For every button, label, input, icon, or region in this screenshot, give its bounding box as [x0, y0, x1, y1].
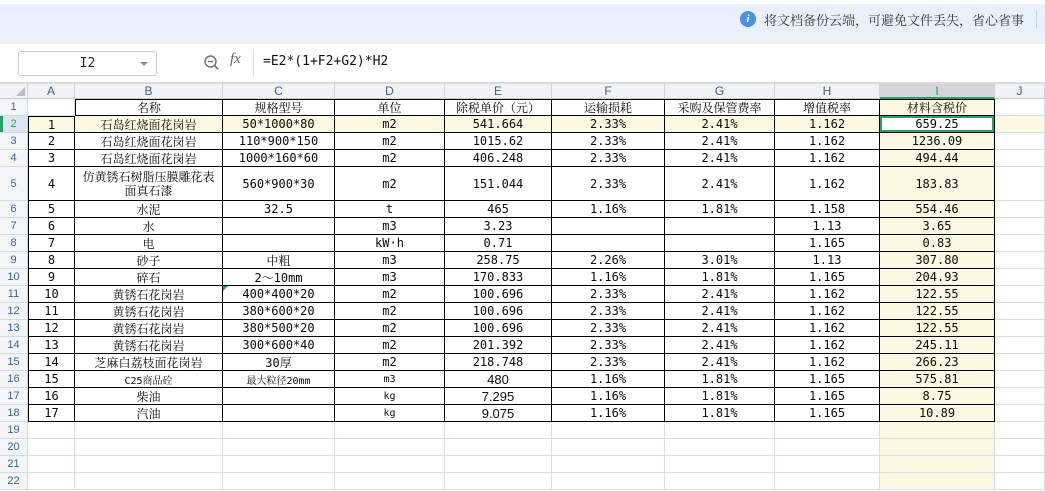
cell-I9[interactable]: 307.80	[880, 252, 995, 269]
sheet-row	[0, 218, 1045, 235]
cell-A17[interactable]: 16	[28, 388, 75, 405]
cell-A13[interactable]: 12	[28, 320, 75, 337]
cell-C20[interactable]	[223, 439, 335, 456]
cell-I17[interactable]: 8.75	[880, 388, 995, 405]
cell-F10[interactable]: 1.16%	[552, 269, 665, 286]
cell-D2[interactable]: m2	[335, 116, 445, 133]
sheet-row	[0, 99, 1045, 116]
cell-D18[interactable]: kg	[335, 405, 445, 422]
sheet-row	[0, 252, 1045, 269]
cell-B22[interactable]	[75, 473, 223, 490]
cell-E5[interactable]: 151.044	[445, 167, 552, 201]
cell-F17[interactable]: 1.16%	[552, 388, 665, 405]
cell-J12[interactable]	[995, 303, 1045, 320]
cell-D10[interactable]: m3	[335, 269, 445, 286]
cell-H22[interactable]	[775, 473, 880, 490]
cell-A4[interactable]: 3	[28, 150, 75, 167]
cell-J3[interactable]	[995, 133, 1045, 150]
cell-G18[interactable]: 1.81%	[665, 405, 775, 422]
cell-J16[interactable]	[995, 371, 1045, 388]
cell-C3[interactable]: 110*900*150	[223, 133, 335, 150]
sheet-row	[0, 388, 1045, 405]
cell-F22[interactable]	[552, 473, 665, 490]
cell-E19[interactable]	[445, 422, 552, 439]
cell-I16[interactable]: 575.81	[880, 371, 995, 388]
cell-H18[interactable]: 1.165	[775, 405, 880, 422]
row-header-7[interactable]: 7	[0, 218, 28, 235]
sheet-row	[0, 320, 1045, 337]
cell-C7[interactable]	[223, 218, 335, 235]
column-header-J[interactable]: J	[995, 84, 1045, 99]
cell-I4[interactable]: 494.44	[880, 150, 995, 167]
cell-H10[interactable]: 1.165	[775, 269, 880, 286]
row-header-16[interactable]: 16	[0, 371, 28, 388]
cell-J22[interactable]	[995, 473, 1045, 490]
cell-G13[interactable]: 2.41%	[665, 320, 775, 337]
cell-H6[interactable]: 1.158	[775, 201, 880, 218]
row-header-18[interactable]: 18	[0, 405, 28, 422]
cell-C11[interactable]: 400*400*20	[223, 286, 335, 303]
cell-F21[interactable]	[552, 456, 665, 473]
cell-G16[interactable]: 1.81%	[665, 371, 775, 388]
row-header-8[interactable]: 8	[0, 235, 28, 252]
cell-B8[interactable]: 电	[75, 235, 223, 252]
info-icon: i	[740, 11, 756, 27]
cell-C18[interactable]	[223, 405, 335, 422]
cell-E10[interactable]: 170.833	[445, 269, 552, 286]
cell-I7[interactable]: 3.65	[880, 218, 995, 235]
cell-J8[interactable]	[995, 235, 1045, 252]
cell-A19[interactable]	[28, 422, 75, 439]
column-header-I[interactable]: I	[880, 84, 995, 99]
cell-D5[interactable]: m2	[335, 167, 445, 201]
sheet-row	[0, 269, 1045, 286]
cell-F20[interactable]	[552, 439, 665, 456]
row-header-11[interactable]: 11	[0, 286, 28, 303]
formula-bar-divider	[253, 49, 254, 77]
cell-H19[interactable]	[775, 422, 880, 439]
sheet-row	[0, 286, 1045, 303]
cell-A3[interactable]: 2	[28, 133, 75, 150]
cell-I20[interactable]	[880, 439, 995, 456]
sheet-row	[0, 473, 1045, 490]
cell-I6[interactable]: 554.46	[880, 201, 995, 218]
cell-E7[interactable]: 3.23	[445, 218, 552, 235]
sheet-row	[0, 371, 1045, 388]
cell-D15[interactable]: m2	[335, 354, 445, 371]
cell-E21[interactable]	[445, 456, 552, 473]
column-header-row	[0, 84, 1045, 99]
cell-E6[interactable]: 465	[445, 201, 552, 218]
cell-I2[interactable]: 659.25	[880, 116, 995, 133]
cell-I21[interactable]	[880, 456, 995, 473]
formula-input[interactable]: =E2*(1+F2+G2)*H2	[263, 54, 389, 69]
cell-G22[interactable]	[665, 473, 775, 490]
cell-A5[interactable]: 4	[28, 167, 75, 201]
sheet-row	[0, 235, 1045, 252]
cell-C13[interactable]: 380*500*20	[223, 320, 335, 337]
cell-H13[interactable]: 1.162	[775, 320, 880, 337]
cell-C15[interactable]: 30厚	[223, 354, 335, 371]
sheet-row	[0, 150, 1045, 167]
cell-C8[interactable]	[223, 235, 335, 252]
sheet-row	[0, 405, 1045, 422]
notification-divider	[1036, 10, 1037, 28]
cell-C19[interactable]	[223, 422, 335, 439]
cell-B9[interactable]: 砂子	[75, 252, 223, 269]
cell-E12[interactable]: 100.696	[445, 303, 552, 320]
cell-J1[interactable]	[995, 99, 1045, 116]
cell-B19[interactable]	[75, 422, 223, 439]
cell-E2[interactable]: 541.664	[445, 116, 552, 133]
row-header-14[interactable]: 14	[0, 337, 28, 354]
cell-B13[interactable]: 黄锈石花岗岩	[75, 320, 223, 337]
cell-A10[interactable]: 9	[28, 269, 75, 286]
cell-G14[interactable]: 2.41%	[665, 337, 775, 354]
cell-A16[interactable]: 15	[28, 371, 75, 388]
cell-F5[interactable]: 2.33%	[552, 167, 665, 201]
cell-E22[interactable]	[445, 473, 552, 490]
cell-H3[interactable]: 1.162	[775, 133, 880, 150]
cell-I8[interactable]: 0.83	[880, 235, 995, 252]
cell-B3[interactable]: 石岛红烧面花岗岩	[75, 133, 223, 150]
cell-J15[interactable]	[995, 354, 1045, 371]
cell-H1[interactable]: 增值税率	[775, 99, 880, 116]
cell-J17[interactable]	[995, 388, 1045, 405]
sheet-row	[0, 133, 1045, 150]
notification-text: 将文档备份云端，可避免文件丢失，省心省事	[763, 12, 1024, 28]
row-header-4[interactable]: 4	[0, 150, 28, 167]
cell-H17[interactable]: 1.165	[775, 388, 880, 405]
cell-B17[interactable]: 柴油	[75, 388, 223, 405]
cell-A14[interactable]: 13	[28, 337, 75, 354]
row-header-22[interactable]: 22	[0, 473, 28, 490]
cell-H7[interactable]: 1.13	[775, 218, 880, 235]
cell-J19[interactable]	[995, 422, 1045, 439]
cell-D16[interactable]: m3	[335, 371, 445, 388]
cell-H9[interactable]: 1.13	[775, 252, 880, 269]
cell-E4[interactable]: 406.248	[445, 150, 552, 167]
cell-E1[interactable]: 除税单价（元）	[445, 99, 552, 116]
cell-F13[interactable]: 2.33%	[552, 320, 665, 337]
cell-B15[interactable]: 芝麻白荔枝面花岗岩	[75, 354, 223, 371]
cell-A6[interactable]: 5	[28, 201, 75, 218]
cell-H15[interactable]: 1.162	[775, 354, 880, 371]
notification-bar	[0, 4, 1045, 34]
cell-E13[interactable]: 100.696	[445, 320, 552, 337]
column-header-H[interactable]: H	[775, 84, 880, 99]
cell-G4[interactable]: 2.41%	[665, 150, 775, 167]
column-header-G[interactable]: G	[665, 84, 775, 99]
cell-E11[interactable]: 100.696	[445, 286, 552, 303]
cell-D19[interactable]	[335, 422, 445, 439]
row-header-3[interactable]: 3	[0, 133, 28, 150]
cell-B11[interactable]: 黄锈石花岗岩	[75, 286, 223, 303]
cell-J2[interactable]	[995, 116, 1045, 133]
cell-I19[interactable]	[880, 422, 995, 439]
cell-I14[interactable]: 245.11	[880, 337, 995, 354]
cell-I3[interactable]: 1236.09	[880, 133, 995, 150]
cell-F15[interactable]: 2.33%	[552, 354, 665, 371]
cell-J14[interactable]	[995, 337, 1045, 354]
cell-J18[interactable]	[995, 405, 1045, 422]
cell-I11[interactable]: 122.55	[880, 286, 995, 303]
cell-D20[interactable]	[335, 439, 445, 456]
cell-F14[interactable]: 2.33%	[552, 337, 665, 354]
cell-I13[interactable]: 122.55	[880, 320, 995, 337]
sheet-row	[0, 456, 1045, 473]
cell-G19[interactable]	[665, 422, 775, 439]
cell-F6[interactable]: 1.16%	[552, 201, 665, 218]
cell-B16[interactable]: C25商品砼	[75, 371, 223, 388]
chevron-down-icon[interactable]	[140, 62, 148, 66]
cell-J6[interactable]	[995, 201, 1045, 218]
cell-D11[interactable]: m2	[335, 286, 445, 303]
cell-F7[interactable]	[552, 218, 665, 235]
row-header-1[interactable]: 1	[0, 99, 28, 116]
column-header-C[interactable]: C	[223, 84, 335, 99]
cell-F1[interactable]: 运输损耗	[552, 99, 665, 116]
cell-A9[interactable]: 8	[28, 252, 75, 269]
cell-E9[interactable]: 258.75	[445, 252, 552, 269]
cell-D3[interactable]: m2	[335, 133, 445, 150]
cell-G1[interactable]: 采购及保管费率	[665, 99, 775, 116]
cell-H16[interactable]: 1.165	[775, 371, 880, 388]
cell-D4[interactable]: m2	[335, 150, 445, 167]
row-header-5[interactable]: 5	[0, 167, 28, 201]
cell-C22[interactable]	[223, 473, 335, 490]
cell-C6[interactable]: 32.5	[223, 201, 335, 218]
cell-F19[interactable]	[552, 422, 665, 439]
cell-I22[interactable]	[880, 473, 995, 490]
cell-D8[interactable]: kW·h	[335, 235, 445, 252]
cell-G9[interactable]: 3.01%	[665, 252, 775, 269]
cell-G20[interactable]	[665, 439, 775, 456]
cell-B2[interactable]: 石岛红烧面花岗岩	[75, 116, 223, 133]
cell-B4[interactable]: 石岛红烧面花岗岩	[75, 150, 223, 167]
sheet-row	[0, 116, 1045, 133]
cell-G15[interactable]: 2.41%	[665, 354, 775, 371]
cell-C5[interactable]: 560*900*30	[223, 167, 335, 201]
cell-C4[interactable]: 1000*160*60	[223, 150, 335, 167]
cell-C10[interactable]: 2～10mm	[223, 269, 335, 286]
row-header-6[interactable]: 6	[0, 201, 28, 218]
formula-bar	[0, 44, 1045, 84]
select-all-corner[interactable]	[0, 84, 28, 99]
cell-F3[interactable]: 2.33%	[552, 133, 665, 150]
toolbar-strip	[0, 34, 1045, 44]
cell-H12[interactable]: 1.162	[775, 303, 880, 320]
cell-C9[interactable]: 中粗	[223, 252, 335, 269]
cell-A11[interactable]: 10	[28, 286, 75, 303]
cell-E3[interactable]: 1015.62	[445, 133, 552, 150]
cell-D12[interactable]: m2	[335, 303, 445, 320]
row-header-10[interactable]: 10	[0, 269, 28, 286]
sheet-row	[0, 167, 1045, 201]
row-header-12[interactable]: 12	[0, 303, 28, 320]
sheet-row	[0, 439, 1045, 456]
cell-I15[interactable]: 266.23	[880, 354, 995, 371]
cell-J10[interactable]	[995, 269, 1045, 286]
zoom-out-icon[interactable]	[203, 54, 221, 72]
cell-D22[interactable]	[335, 473, 445, 490]
cell-E16[interactable]: 480	[445, 371, 552, 388]
cell-H20[interactable]	[775, 439, 880, 456]
cell-C12[interactable]: 380*600*20	[223, 303, 335, 320]
column-header-D[interactable]: D	[335, 84, 445, 99]
select-all-triangle-icon	[16, 87, 25, 96]
column-header-B[interactable]: B	[75, 84, 223, 99]
row-header-9[interactable]: 9	[0, 252, 28, 269]
cell-A12[interactable]: 11	[28, 303, 75, 320]
cell-F9[interactable]: 2.26%	[552, 252, 665, 269]
cell-A20[interactable]	[28, 439, 75, 456]
cell-C1[interactable]: 规格型号	[223, 99, 335, 116]
cell-A7[interactable]: 6	[28, 218, 75, 235]
cell-E8[interactable]: 0.71	[445, 235, 552, 252]
cell-D1[interactable]: 单位	[335, 99, 445, 116]
cell-F4[interactable]: 2.33%	[552, 150, 665, 167]
row-header-2[interactable]: 2	[0, 116, 28, 133]
cell-H11[interactable]: 1.162	[775, 286, 880, 303]
cell-J4[interactable]	[995, 150, 1045, 167]
cell-D21[interactable]	[335, 456, 445, 473]
cell-J11[interactable]	[995, 286, 1045, 303]
cell-B5[interactable]: 仿黄锈石树脂压膜雕花表面真石漆	[75, 167, 223, 201]
row-header-17[interactable]: 17	[0, 388, 28, 405]
sheet-row	[0, 201, 1045, 218]
cell-I1[interactable]: 材料含税价	[880, 99, 995, 116]
cell-J5[interactable]	[995, 167, 1045, 201]
cell-E20[interactable]	[445, 439, 552, 456]
cell-A15[interactable]: 14	[28, 354, 75, 371]
cell-G5[interactable]: 2.41%	[665, 167, 775, 201]
cell-H8[interactable]: 1.165	[775, 235, 880, 252]
cell-E15[interactable]: 218.748	[445, 354, 552, 371]
cell-G3[interactable]: 2.41%	[665, 133, 775, 150]
cell-H5[interactable]: 1.162	[775, 167, 880, 201]
cell-name-box[interactable]	[18, 51, 157, 76]
cell-B6[interactable]: 水泥	[75, 201, 223, 218]
cell-F16[interactable]: 1.16%	[552, 371, 665, 388]
cell-A8[interactable]: 7	[28, 235, 75, 252]
cell-F8[interactable]	[552, 235, 665, 252]
cell-A18[interactable]: 17	[28, 405, 75, 422]
sheet-grid	[0, 84, 1045, 490]
cell-D7[interactable]: m3	[335, 218, 445, 235]
cell-B18[interactable]: 汽油	[75, 405, 223, 422]
sheet-row	[0, 354, 1045, 371]
column-header-A[interactable]: A	[28, 84, 75, 99]
cell-J21[interactable]	[995, 456, 1045, 473]
cell-F12[interactable]: 2.33%	[552, 303, 665, 320]
cell-J20[interactable]	[995, 439, 1045, 456]
cell-G21[interactable]	[665, 456, 775, 473]
sheet-row	[0, 422, 1045, 439]
cell-G17[interactable]: 1.81%	[665, 388, 775, 405]
cell-C2[interactable]: 50*1000*80	[223, 116, 335, 133]
cell-A22[interactable]	[28, 473, 75, 490]
cell-H21[interactable]	[775, 456, 880, 473]
cell-J13[interactable]	[995, 320, 1045, 337]
cell-B1[interactable]: 名称	[75, 99, 223, 116]
cell-C14[interactable]: 300*600*40	[223, 337, 335, 354]
cell-F18[interactable]: 1.16%	[552, 405, 665, 422]
cell-I10[interactable]: 204.93	[880, 269, 995, 286]
cell-C16[interactable]: 最大粒径20mm	[223, 371, 335, 388]
cell-A2[interactable]: 1	[28, 116, 75, 133]
row-header-20[interactable]: 20	[0, 439, 28, 456]
cell-E14[interactable]: 201.392	[445, 337, 552, 354]
cell-C17[interactable]	[223, 388, 335, 405]
cell-I5[interactable]: 183.83	[880, 167, 995, 201]
sheet-row	[0, 303, 1045, 320]
cell-E18[interactable]: 9.075	[445, 405, 552, 422]
cell-G6[interactable]: 1.81%	[665, 201, 775, 218]
cell-B7[interactable]: 水	[75, 218, 223, 235]
cell-reference: I2	[79, 56, 96, 71]
row-header-21[interactable]: 21	[0, 456, 28, 473]
cell-G7[interactable]	[665, 218, 775, 235]
insert-function-icon[interactable]: fx	[230, 51, 241, 67]
cell-C21[interactable]	[223, 456, 335, 473]
cell-G12[interactable]: 2.41%	[665, 303, 775, 320]
cell-B20[interactable]	[75, 439, 223, 456]
column-header-F[interactable]: F	[552, 84, 665, 99]
sheet-row	[0, 337, 1045, 354]
cell-F11[interactable]: 2.33%	[552, 286, 665, 303]
cell-H4[interactable]: 1.162	[775, 150, 880, 167]
cell-G2[interactable]: 2.41%	[665, 116, 775, 133]
cell-B21[interactable]	[75, 456, 223, 473]
cell-A1[interactable]	[28, 99, 75, 116]
cell-D6[interactable]: t	[335, 201, 445, 218]
cell-G10[interactable]: 1.81%	[665, 269, 775, 286]
row-header-13[interactable]: 13	[0, 320, 28, 337]
column-header-E[interactable]: E	[445, 84, 552, 99]
cell-H2[interactable]: 1.162	[775, 116, 880, 133]
row-header-15[interactable]: 15	[0, 354, 28, 371]
row-header-19[interactable]: 19	[0, 422, 28, 439]
cell-D14[interactable]: m2	[335, 337, 445, 354]
cell-D13[interactable]: m2	[335, 320, 445, 337]
cell-I12[interactable]: 122.55	[880, 303, 995, 320]
cell-B10[interactable]: 碎石	[75, 269, 223, 286]
cell-B12[interactable]: 黄锈石花岗岩	[75, 303, 223, 320]
cell-I18[interactable]: 10.89	[880, 405, 995, 422]
cell-G8[interactable]	[665, 235, 775, 252]
cell-D17[interactable]: kg	[335, 388, 445, 405]
cell-E17[interactable]: 7.295	[445, 388, 552, 405]
cell-H14[interactable]: 1.162	[775, 337, 880, 354]
cell-D9[interactable]: m3	[335, 252, 445, 269]
cell-J7[interactable]	[995, 218, 1045, 235]
cell-G11[interactable]: 2.41%	[665, 286, 775, 303]
cell-B14[interactable]: 黄锈石花岗岩	[75, 337, 223, 354]
cell-A21[interactable]	[28, 456, 75, 473]
cell-J9[interactable]	[995, 252, 1045, 269]
cell-F2[interactable]: 2.33%	[552, 116, 665, 133]
